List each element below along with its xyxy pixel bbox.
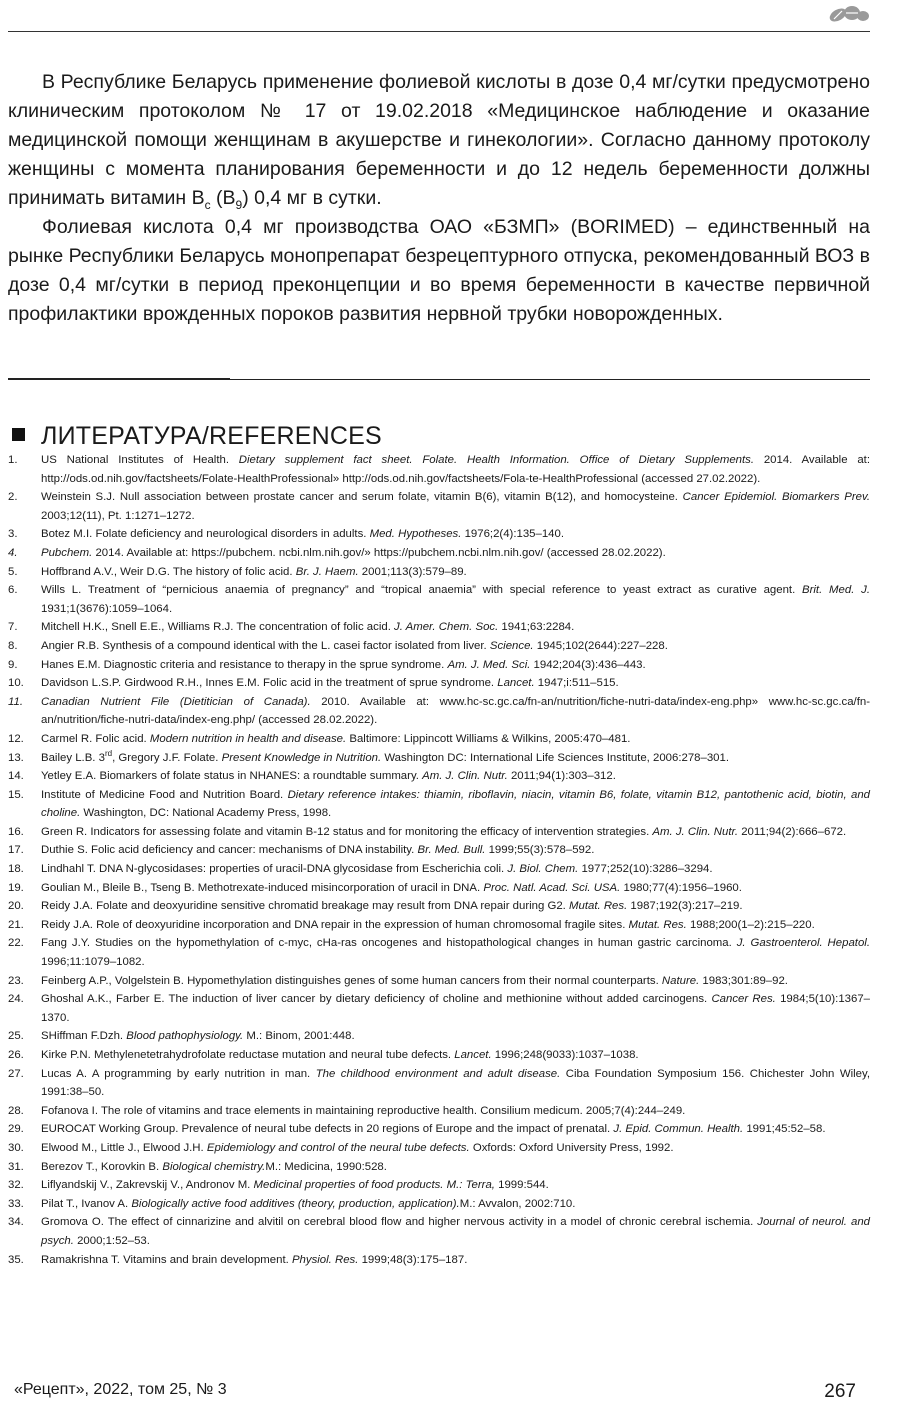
body-text — [8, 68, 870, 329]
reference-text: 2014. Available at: http://ods.od.nih.gov/factsheets/Folate-HealthProfessional» http://ods.od.nih.gov/factsheets/Fola-te-HealthProfessional (accessed 27.02.2022). — [41, 454, 870, 485]
reference-text: Science. — [489, 639, 534, 652]
reference-text: 1976;2(4):135–140. — [461, 528, 565, 541]
reference-number: 16. — [8, 825, 24, 838]
reference-number: 26. — [8, 1049, 24, 1061]
reference-text: Cancer Epidemiol. Biomarkers Prev. — [682, 491, 870, 504]
reference-number: 25. — [8, 1030, 24, 1043]
reference-text: 1977;252(10):3286–3294. — [578, 863, 713, 876]
reference-text: 1991;45:52–58. — [743, 1123, 826, 1136]
reference-text: Berezov T., Korovkin B. — [41, 1160, 163, 1173]
reference-text: Goulian M., Bleile B., Tseng B. Methotrexate-induced misincorporation of uracil in DNA. — [41, 881, 484, 894]
reference-item — [8, 767, 870, 786]
reference-text: Yetley E.A. Biomarkers of folate status in NHANES: a roundtable summary. — [41, 770, 423, 783]
reference-text: 1996;11:1079–1082. — [41, 956, 145, 969]
reference-number: 15. — [8, 788, 24, 801]
reference-item — [8, 860, 870, 879]
reference-text: J. Biol. Chem. — [507, 863, 579, 876]
reference-item — [8, 879, 870, 898]
reference-item — [8, 990, 870, 1027]
reference-item — [8, 451, 870, 488]
reference-number: 23. — [8, 974, 24, 987]
reference-item — [8, 1046, 870, 1065]
reference-text: Am. J. Med. Sci. — [447, 658, 531, 671]
reference-text: Lindhahl T. DNA N-glycosidases: properties of uracil-DNA glycosidase from Escherichia coli. — [41, 863, 508, 876]
reference-item — [8, 581, 870, 618]
reference-number: 33. — [8, 1197, 24, 1210]
reference-text: Reidy J.A. Folate and deoxyuridine sensitive chromatid breakage may result from DNA repair during G2. — [41, 900, 570, 913]
references-heading: ЛИТЕРАТУРА/REFERENCES — [8, 421, 382, 451]
reference-item — [8, 1158, 870, 1177]
reference-text: J. Gastroenterol. Hepatol. — [736, 937, 870, 950]
reference-item — [8, 1120, 870, 1139]
reference-item — [8, 786, 870, 823]
reference-number: 29. — [8, 1123, 24, 1136]
reference-text: Lancet. — [454, 1049, 492, 1061]
reference-text: Ciba Foundation Symposium 156. Chichester John Wiley, 1991:38–50. — [41, 1067, 871, 1099]
reference-text: Washington DC: International Life Sciences Institute, 2006:278–301. — [381, 751, 729, 764]
reference-text: Am. J. Clin. Nutr. — [652, 825, 739, 838]
reference-item — [8, 1251, 870, 1270]
reference-number: 18. — [8, 863, 24, 876]
reference-text: Biologically active food additives (theory, production, application). — [131, 1197, 460, 1210]
reference-text: Weinstein S.J. Null association between prostate cancer and serum folate, vitamin B(6), vitamin B(12), and homocysteine. — [41, 491, 683, 504]
square-bullet-icon — [12, 428, 25, 441]
reference-text: EUROCAT Working Group. Prevalence of neural tube defects in 20 regions of Europe and the impact of prenatal. — [41, 1123, 614, 1136]
reference-item — [8, 972, 870, 991]
reference-number: 14. — [8, 770, 24, 783]
reference-text: J. Epid. Commun. Health. — [613, 1123, 744, 1136]
paragraph-1: В Республике Беларусь применение фолиевой кислоты в дозе 0,4 мг/сутки предусмотрено клиническим протоколом № 17 от 19.02.2018 «Медицинское наблюдение и оказание медицинской помощи женщинам в акушерстве и гинекологии». Согласно данному протоколу женщины с момента планирования беременности и до 12 недель беременности должны принимать витамин $B_c$ $(B_9)$ 0,4 мг в сутки. — [8, 71, 870, 212]
reference-item — [8, 823, 870, 842]
reference-text: Reidy J.A. Role of deoxyuridine incorporation and DNA repair in the expression of human chromosomal fragile sites. — [41, 918, 629, 931]
reference-text: Baltimore: Lippincott Williams & Wilkins, 2005:470–481. — [346, 732, 631, 745]
reference-text: Pubchem. — [41, 546, 93, 559]
reference-text: J. Amer. Chem. Soc. — [394, 621, 499, 634]
reference-text: Dietary reference intakes: thiamin, riboflavin, niacin, vitamin B6, folate, vitamin B12, pantothenic acid, biotin, and choline. — [41, 788, 870, 820]
reference-number: 1. — [8, 454, 18, 466]
reference-text: Biological chemistry. — [162, 1160, 266, 1173]
reference-item — [8, 544, 870, 563]
reference-item — [8, 1139, 870, 1158]
reference-number: 13. — [8, 751, 24, 764]
reference-item — [8, 730, 870, 749]
reference-text: 1942;204(3):436–443. — [530, 658, 646, 671]
reference-number: 4. — [8, 546, 18, 559]
reference-number: 5. — [8, 565, 18, 578]
reference-text: Canadian Nutrient File (Dietitician of Canada). — [41, 695, 311, 708]
reference-number: 24. — [8, 993, 24, 1006]
reference-text: Angier R.B. Synthesis of a compound identical with the L. casei factor isolated from liver. — [41, 639, 490, 652]
reference-item — [8, 656, 870, 675]
reference-text: 2003;12(11), Pt. 1:1271–1272. — [41, 509, 195, 522]
reference-text: Liflyandskij V., Zakrevskij V., Andronov M. — [41, 1179, 254, 1192]
reference-text: 1947;i:511–515. — [534, 677, 619, 690]
reference-text: 2000;1:52–53. — [73, 1234, 150, 1247]
reference-item — [8, 934, 870, 971]
reference-text: Journal of neurol. and psych. — [41, 1216, 870, 1247]
reference-number: 27. — [8, 1067, 24, 1080]
reference-text: Green R. Indicators for assessing folate and vitamin B-12 status and for monitoring the efficacy of intervention strategies. — [41, 825, 653, 838]
reference-number: 31. — [8, 1160, 24, 1173]
reference-text: Gromova O. The effect of cinnarizine and alvitil on cerebral blood flow and higher nervous activity in a model of chronic cerebral ischemia. — [41, 1216, 758, 1229]
reference-item — [8, 749, 870, 768]
reference-text: 1988;200(1–2):215–220. — [686, 918, 815, 931]
reference-number: 21. — [8, 918, 24, 931]
reference-text: 1999;48(3):175–187. — [358, 1253, 468, 1266]
reference-text: Epidemiology and control of the neural tube defects. — [206, 1141, 470, 1154]
reference-text: Proc. Natl. Acad. Sci. USA. — [483, 881, 621, 894]
reference-text: US National Institutes of Health. — [41, 454, 239, 466]
reference-item — [8, 693, 870, 730]
reference-text: Lucas A. A programming by early nutrition in man. — [41, 1067, 316, 1080]
reference-text: M.: Medicina, 1990:528. — [265, 1160, 387, 1173]
reference-text: 2011;94(2):666–672. — [738, 825, 847, 838]
reference-text: , Gregory J.F. Folate. — [112, 751, 222, 764]
reference-text: Oxfords: Oxford University Press, 1992. — [469, 1141, 674, 1154]
header-rule — [8, 31, 870, 32]
reference-item — [8, 1213, 870, 1250]
reference-text: M.: Avvalon, 2002:710. — [459, 1197, 576, 1210]
reference-text: Ramakrishna T. Vitamins and brain development. — [41, 1253, 292, 1266]
reference-text: Blood pathophysiology. — [126, 1030, 244, 1043]
reference-text: Feinberg A.P., Volgelstein B. Hypomethylation distinguishes genes of some human cancers from their normal counterparts. — [41, 974, 662, 987]
reference-text: Wills L. Treatment of “pernicious anaemia of pregnancy” and “tropical anaemia” with special reference to yeast extract as curative agent. — [41, 584, 803, 597]
reference-number: 6. — [8, 584, 18, 597]
reference-text: Lancet. — [497, 677, 535, 690]
reference-number: 32. — [8, 1179, 24, 1192]
reference-item — [8, 916, 870, 935]
reference-text: Hoffbrand A.V., Weir D.G. The history of folic acid. — [41, 565, 296, 578]
reference-item — [8, 897, 870, 916]
reference-text: The childhood environment and adult disease. — [315, 1067, 561, 1080]
reference-number: 3. — [8, 528, 18, 541]
reference-item — [8, 1102, 870, 1121]
reference-number: 30. — [8, 1141, 24, 1154]
reference-number: 9. — [8, 658, 18, 671]
reference-number: 12. — [8, 732, 24, 745]
reference-text: 2010. Available at: www.hc-sc.gc.ca/fn-an/nutrition/fiche-nutri-data/index-eng.php» www.hc-sc.gc.ca/fn-an/nutrition/fiche-nutri-data/index-eng.php/ (accessed 28.02.2022). — [41, 695, 870, 727]
reference-text: 1984;5(10):1367–1370. — [41, 993, 871, 1024]
reference-text: Elwood M., Little J., Elwood J.H. — [41, 1141, 207, 1154]
reference-text: SHiffman F.Dzh. — [41, 1030, 127, 1043]
reference-item — [8, 1195, 870, 1214]
reference-text: Medicinal properties of food products. M.: Terra, — [253, 1179, 495, 1192]
reference-item — [8, 563, 870, 582]
reference-number: 17. — [8, 844, 24, 857]
reference-text: 1999;55(3):578–592. — [485, 844, 595, 857]
reference-text: Mitchell H.K., Snell E.E., Williams R.J. The concentration of folic acid. — [41, 621, 395, 634]
reference-number: 10. — [8, 677, 24, 690]
reference-number: 11. — [8, 695, 23, 708]
reference-number: 22. — [8, 937, 24, 950]
reference-text: Br. Med. Bull. — [417, 844, 486, 857]
reference-text: Fang J.Y. Studies on the hypomethylation of c-myc, cHa-ras oncogenes and histopathological changes in human gastric carcinoma. — [41, 937, 737, 950]
reference-item — [8, 1176, 870, 1195]
reference-text: Institute of Medicine Food and Nutrition Board. — [41, 788, 288, 801]
reference-text: 1999:544. — [494, 1179, 549, 1192]
reference-item — [8, 674, 870, 693]
reference-text: Kirke P.N. Methylenetetrahydrofolate reductase mutation and neural tube defects. — [41, 1049, 455, 1061]
reference-text: Pilat T., Ivanov A. — [41, 1197, 132, 1210]
page-number: 267 — [824, 1381, 856, 1402]
reference-text: Physiol. Res. — [291, 1253, 359, 1266]
reference-text: 1980;77(4):1956–1960. — [620, 881, 742, 894]
reference-text: Ghoshal A.K., Farber E. The induction of liver cancer by dietary deficiency of choline and methionine without added carcinogens. — [41, 993, 712, 1006]
reference-text: Med. Hypotheses. — [369, 528, 462, 541]
journal-footer: «Рецепт», 2022, том 25, № 3 — [14, 1381, 227, 1398]
reference-text: Dietary supplement fact sheet. Folate. Health Information. Office of Dietary Supplements. — [238, 454, 755, 466]
reference-item — [8, 488, 870, 525]
reference-text: rd — [104, 748, 113, 758]
reference-text: Mutat. Res. — [628, 918, 687, 931]
pills-icon — [826, 2, 870, 24]
reference-text: Present Knowledge in Nutrition. — [221, 751, 382, 764]
reference-text: Brit. Med. J. — [802, 584, 870, 597]
reference-text: Botez M.I. Folate deficiency and neurological disorders in adults. — [41, 528, 370, 541]
reference-number: 20. — [8, 900, 24, 913]
reference-text: M.: Binom, 2001:448. — [243, 1030, 355, 1043]
reference-number: 7. — [8, 621, 18, 634]
reference-number: 28. — [8, 1104, 24, 1117]
reference-text: Davidson L.S.P. Girdwood R.H., Innes E.M. Folic acid in the treatment of sprue syndrome. — [41, 677, 498, 690]
section-divider — [8, 379, 870, 380]
reference-text: 1983;301:89–92. — [699, 974, 788, 987]
reference-item — [8, 618, 870, 637]
reference-text: Bailey L.B. 3 — [41, 751, 105, 764]
reference-text: 2001;113(3):579–89. — [358, 565, 467, 578]
reference-item — [8, 525, 870, 544]
reference-text: Br. J. Haem. — [295, 565, 359, 578]
reference-text: Cancer Res. — [711, 993, 776, 1006]
reference-number: 8. — [8, 639, 18, 652]
reference-text: 1931;1(3676):1059–1064. — [41, 602, 173, 615]
references-list — [8, 451, 870, 1269]
reference-text: Mutat. Res. — [569, 900, 628, 913]
reference-text: Modern nutrition in health and disease. — [149, 732, 347, 745]
reference-number: 35. — [8, 1253, 24, 1266]
reference-item — [8, 637, 870, 656]
reference-text: 1996;248(9033):1037–1038. — [491, 1049, 639, 1061]
reference-text: Hanes E.M. Diagnostic criteria and resistance to therapy in the sprue syndrome. — [41, 658, 448, 671]
reference-text: 1987;192(3):217–219. — [627, 900, 743, 913]
reference-item — [8, 1027, 870, 1046]
reference-number: 34. — [8, 1216, 24, 1229]
reference-number: 2. — [8, 491, 18, 504]
reference-number: 19. — [8, 881, 24, 894]
reference-item — [8, 1065, 870, 1102]
reference-item — [8, 841, 870, 860]
reference-text: 1941;63:2284. — [498, 621, 575, 634]
paragraph-2: Фолиевая кислота 0,4 мг производства ОАО «БЗМП» (BORIMED) – единственный на рынке Республики Беларусь монопрепарат безрецептурного отпуска, рекомендованный ВОЗ в дозе 0,4 мг/сутки в период преконцепции и во время беременности в качестве первичной профилактики врожденных пороков развития нервной трубки новорожденных. — [8, 216, 870, 325]
reference-text: Washington, DC: National Academy Press, 1998. — [80, 807, 332, 820]
reference-text: Fofanova I. The role of vitamins and trace elements in maintaining reproductive health. Consilium medicum. 2005;7(4):244–249. — [41, 1104, 686, 1117]
reference-text: 2011;94(1):303–312. — [507, 770, 616, 783]
reference-text: Nature. — [661, 974, 700, 987]
reference-text: 1945;102(2644):227–228. — [533, 639, 668, 652]
reference-text: 2014. Available at: https://pubchem. ncbi.nlm.nih.gov/» https://pubchem.ncbi.nlm.nih.gov/ (accessed 28.02.2022). — [92, 546, 666, 559]
reference-text: Carmel R. Folic acid. — [41, 732, 150, 745]
reference-text: Duthie S. Folic acid deficiency and cancer: mechanisms of DNA instability. — [41, 844, 418, 857]
reference-text: Am. J. Clin. Nutr. — [422, 770, 508, 783]
